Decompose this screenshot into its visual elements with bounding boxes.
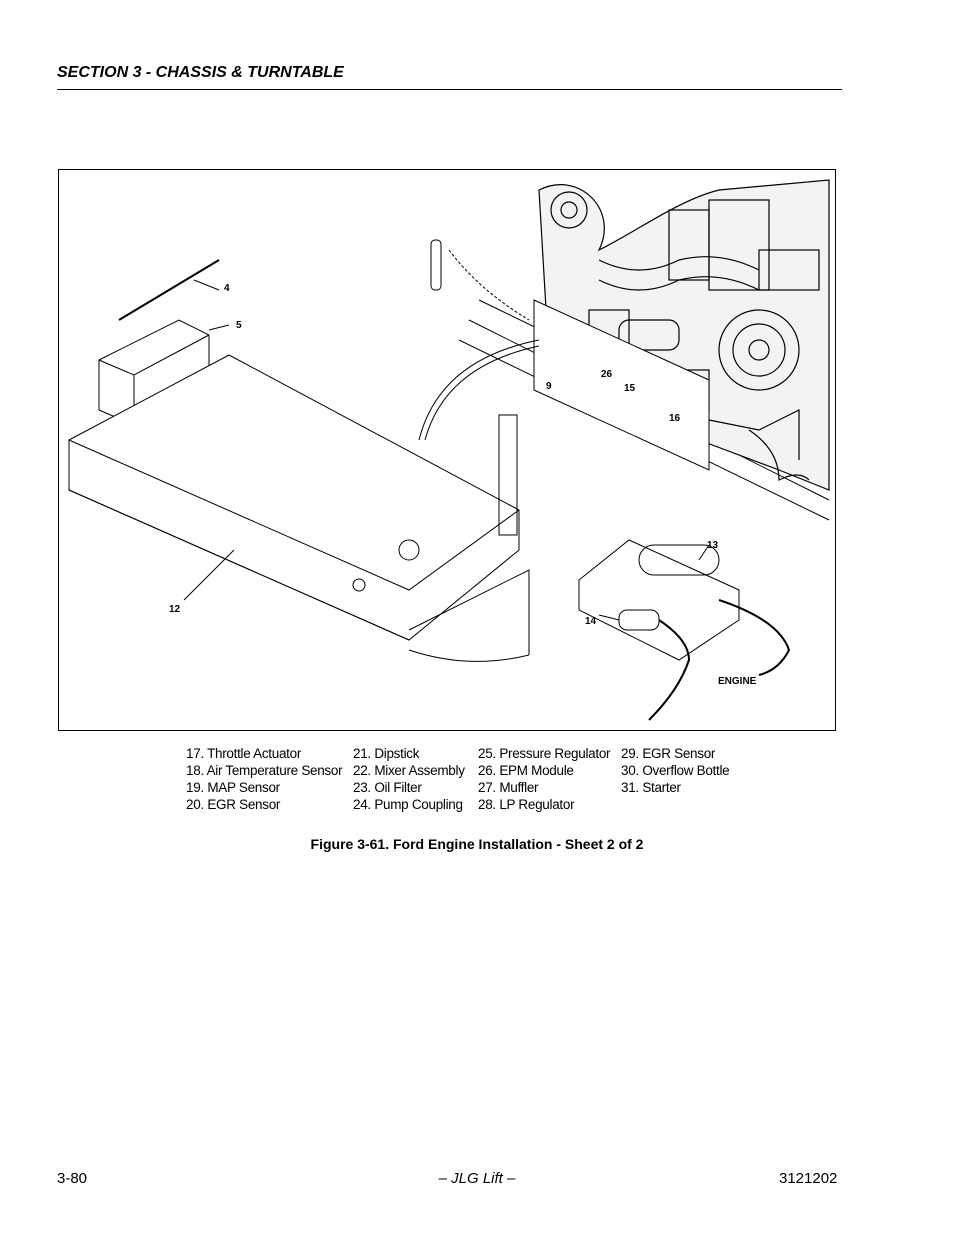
legend-column-1 <box>186 745 342 813</box>
legend-item: 18. Air Temperature Sensor <box>186 763 343 778</box>
callout-26: 26 <box>601 369 613 380</box>
legend-item: 23. Oil Filter <box>353 780 422 795</box>
legend-column-2 <box>353 745 465 813</box>
legend-column-4 <box>621 745 729 796</box>
legend-item: 29. EGR Sensor <box>621 746 716 761</box>
legend-item: 25. Pressure Regulator <box>478 746 611 761</box>
legend-item: 22. Mixer Assembly <box>353 763 465 778</box>
muffler-assembly <box>579 540 789 720</box>
legend-item: 19. MAP Sensor <box>186 780 280 795</box>
legend-item: 20. EGR Sensor <box>186 797 281 812</box>
legend-column-3 <box>478 745 610 813</box>
callout-16: 16 <box>669 413 681 424</box>
doc-number: 3121202 <box>779 1170 838 1187</box>
callout-15: 15 <box>624 383 636 394</box>
legend-item: 24. Pump Coupling <box>353 797 463 812</box>
legend-item: 30. Overflow Bottle <box>621 763 730 778</box>
callout-5: 5 <box>236 320 242 331</box>
figure-illustration <box>58 169 836 731</box>
legend-item: 31. Starter <box>621 780 681 795</box>
legend-item: 28. LP Regulator <box>478 797 575 812</box>
section-header: SECTION 3 - CHASSIS & TURNTABLE <box>57 64 344 81</box>
header-rule <box>57 89 842 90</box>
callout-engine: ENGINE <box>718 676 757 687</box>
legend-item: 17. Throttle Actuator <box>186 746 302 761</box>
callout-13: 13 <box>707 540 719 551</box>
legend-item: 21. Dipstick <box>353 746 420 761</box>
callout-14: 14 <box>585 616 597 627</box>
legend-item: 26. EPM Module <box>478 763 574 778</box>
callout-12: 12 <box>169 604 181 615</box>
callout-4: 4 <box>224 283 230 294</box>
callout-9: 9 <box>546 381 552 392</box>
figure-caption: Figure 3-61. Ford Engine Installation - Sheet 2 of 2 <box>310 836 644 852</box>
page-number: 3-80 <box>57 1170 88 1187</box>
engine-installation-drawing <box>59 170 836 731</box>
footer-center: – JLG Lift – <box>438 1170 516 1187</box>
legend-item: 27. Muffler <box>478 780 539 795</box>
